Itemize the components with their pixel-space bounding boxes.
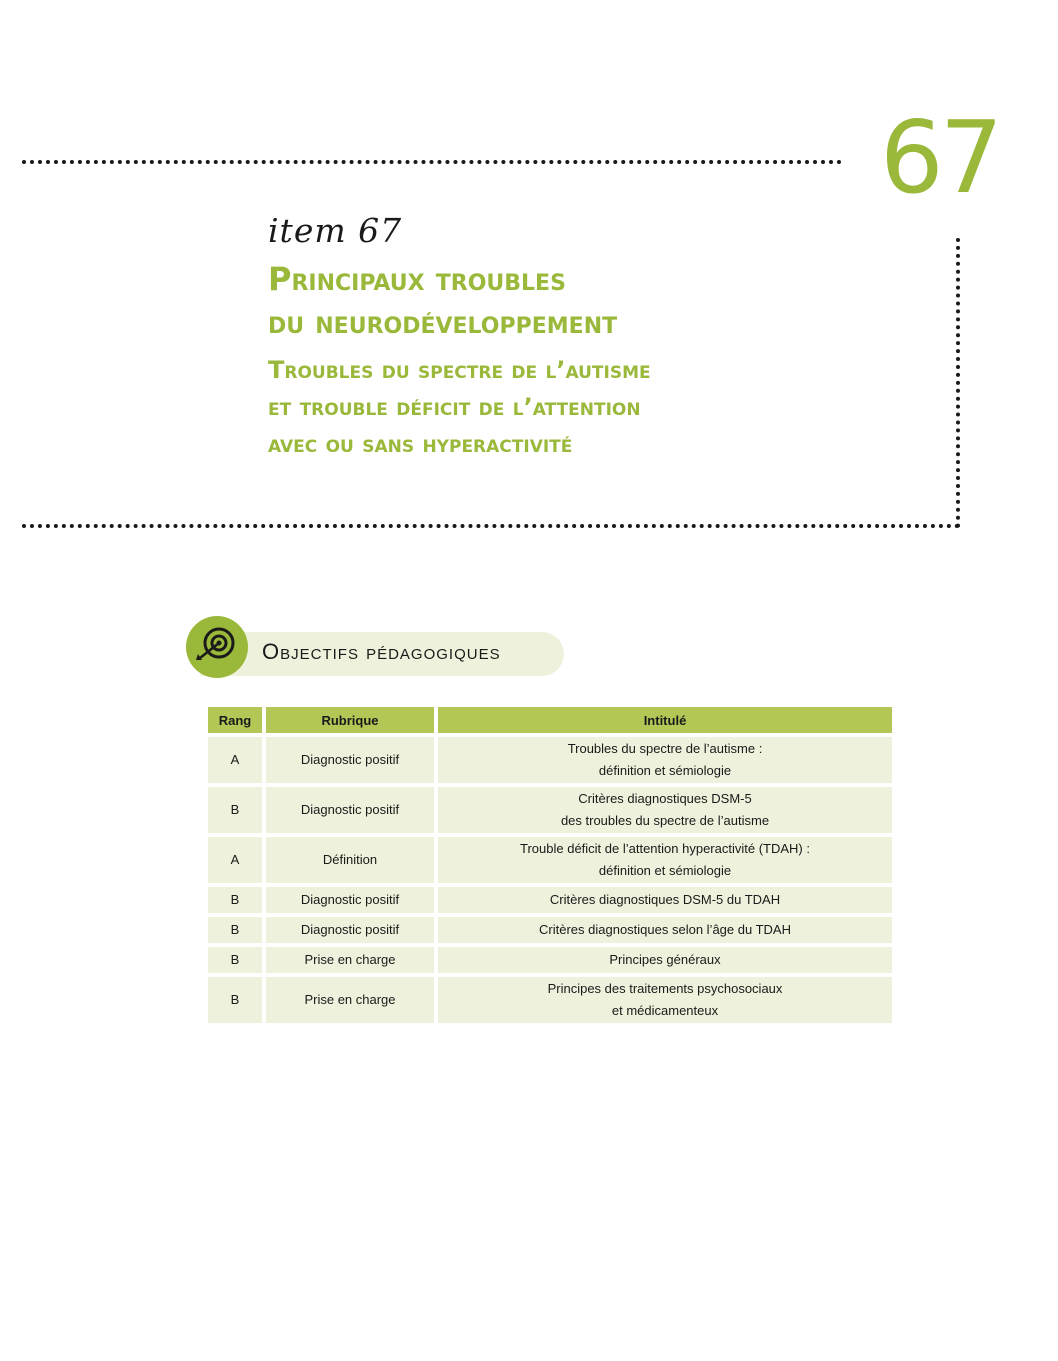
rubrique-cell: Diagnostic positif	[266, 887, 434, 913]
table-row	[208, 837, 892, 883]
table-row	[208, 947, 892, 973]
chapter-title	[268, 258, 617, 344]
intitule-cell	[438, 887, 892, 913]
table-row	[208, 887, 892, 913]
intitule-cell	[438, 787, 892, 833]
chapter-subtitle-line-2: et trouble déficit de l’attention	[268, 393, 641, 421]
rubrique-cell: Diagnostic positif	[266, 737, 434, 783]
intitule-line: définition et sémiologie	[598, 763, 732, 778]
table-row	[208, 737, 892, 783]
chapter-number: 67	[880, 99, 1000, 216]
target-icon	[186, 616, 248, 678]
intitule-cell	[438, 837, 892, 883]
intitule-cell	[438, 947, 892, 973]
rubrique-cell: Prise en charge	[266, 947, 434, 973]
rang-cell: A	[208, 737, 262, 783]
column-header-rubrique: Rubrique	[266, 707, 434, 733]
table-row	[208, 917, 892, 943]
table-header-row	[208, 707, 892, 733]
rubrique-cell: Diagnostic positif	[266, 917, 434, 943]
chapter-title-line-2: du neurodéveloppement	[268, 303, 618, 341]
table-row	[208, 787, 892, 833]
intitule-cell	[438, 977, 892, 1023]
intitule-line: définition et sémiologie	[598, 863, 732, 878]
item-label: item 67	[268, 211, 403, 250]
rang-cell: B	[208, 887, 262, 913]
right-dotted-rule	[956, 238, 960, 528]
rubrique-cell: Prise en charge	[266, 977, 434, 1023]
rubrique-cell: Définition	[266, 837, 434, 883]
column-header-intitule: Intitulé	[438, 707, 892, 733]
chapter-subtitle	[268, 352, 651, 463]
bottom-dotted-rule	[22, 524, 960, 528]
rang-cell: B	[208, 977, 262, 1023]
intitule-cell	[438, 917, 892, 943]
chapter-subtitle-line-3: avec ou sans hyperactivité	[268, 430, 573, 458]
intitule-line: et médicamenteux	[611, 1003, 719, 1018]
rang-cell: B	[208, 787, 262, 833]
intitule-line: Critères diagnostiques DSM-5	[578, 791, 752, 806]
objectives-heading: Objectifs pédagogiques	[262, 639, 501, 664]
objectives-table	[204, 703, 896, 1027]
top-dotted-rule	[22, 160, 842, 164]
rang-cell: A	[208, 837, 262, 883]
rang-cell: B	[208, 917, 262, 943]
intitule-line: des troubles du spectre de l’autisme	[560, 813, 770, 828]
chapter-subtitle-line-1: Troubles du spectre de l’autisme	[268, 356, 651, 384]
intitule-line: Trouble déficit de l’attention hyperactivité (TDAH) :	[520, 841, 810, 856]
column-header-rang: Rang	[208, 707, 262, 733]
rubrique-cell: Diagnostic positif	[266, 787, 434, 833]
intitule-cell	[438, 737, 892, 783]
rang-cell: B	[208, 947, 262, 973]
intitule-line: Critères diagnostiques DSM-5 du TDAH	[549, 892, 781, 907]
intitule-line: Principes des traitements psychosociaux	[547, 981, 783, 996]
table-row	[208, 977, 892, 1023]
intitule-line: Troubles du spectre de l’autisme :	[567, 741, 763, 756]
intitule-line: Critères diagnostiques selon l’âge du TDAH	[539, 922, 791, 937]
chapter-title-line-1: Principaux troubles	[268, 260, 566, 298]
intitule-line: Principes généraux	[609, 952, 721, 967]
